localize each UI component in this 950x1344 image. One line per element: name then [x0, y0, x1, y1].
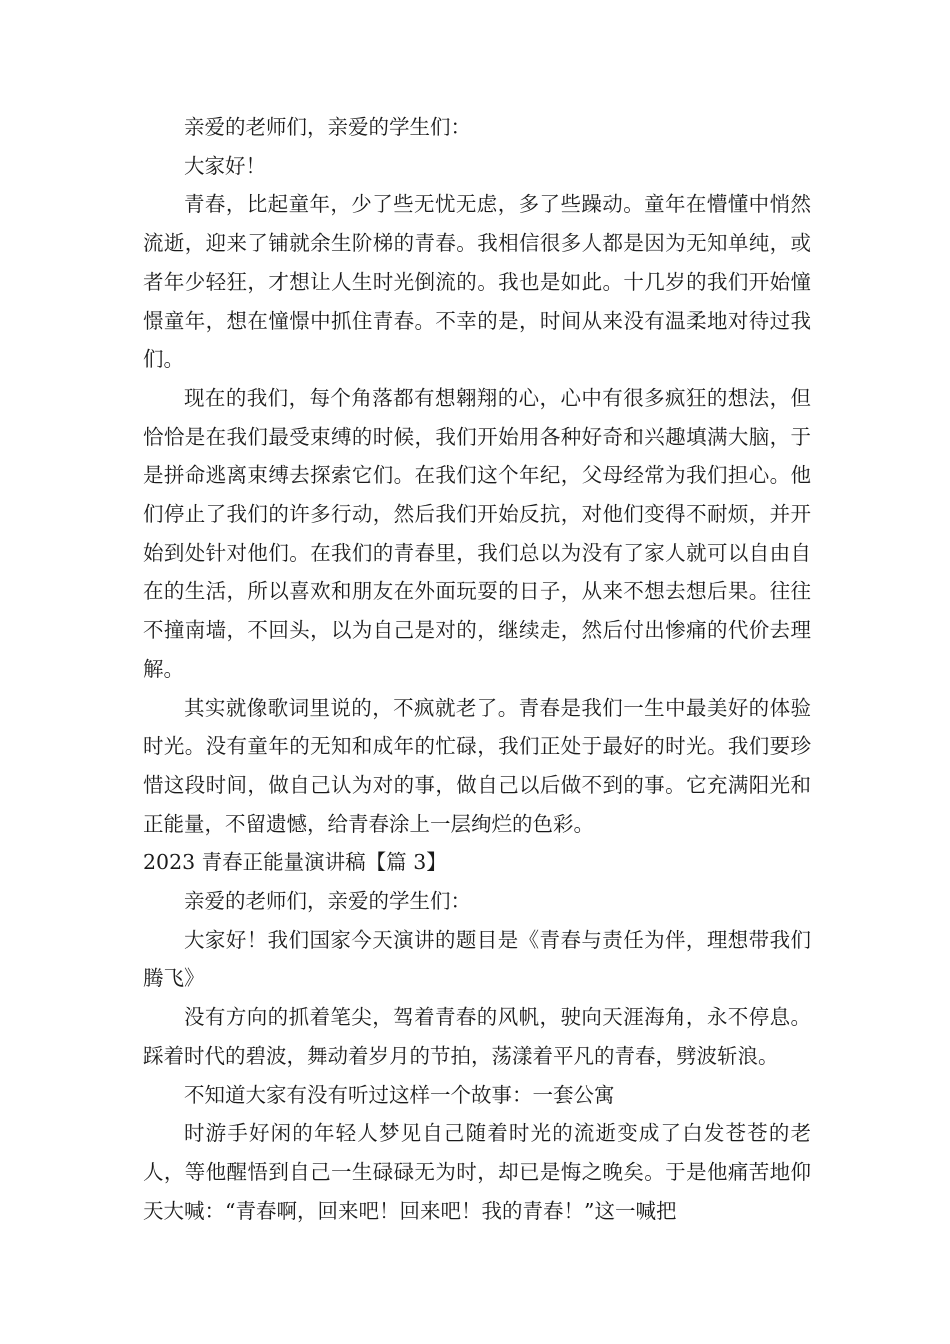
greeting: 大家好！ — [184, 153, 266, 178]
body-paragraph: 不知道大家有没有听过这样一个故事：一套公寓 — [184, 1082, 615, 1107]
body-paragraph: 时游手好闲的年轻人梦见自己随着时光的流逝变成了白发苍苍的老人，等他醒悟到自己一生碌碌无为时，却已是悔之晚矣。于是他痛苦地仰天大喊：“青春啊，回来吧！回来吧！我的青春！”这一喊把 — [143, 1121, 811, 1223]
document-body — [143, 108, 811, 1230]
body-paragraph: 现在的我们，每个角落都有想翱翔的心，心中有很多疯狂的想法，但恰恰是在我们最受束缚的时候，我们开始用各种好奇和兴趣填满大脑，于是拼命逃离束缚去探索它们。在我们这个年纪，父母经常为我们担心。他们停止了我们的许多行动，然后我们开始反抗，对他们变得不耐烦，并开始到处针对他们。在我们的青春里，我们总以为没有了家人就可以自由自在的生活，所以喜欢和朋友在外面玩耍的日子，从来不想去想后果。往往不撞南墙，不回头，以为自己是对的，继续走，然后付出惨痛的代价去理解。 — [143, 385, 811, 681]
salutation: 亲爱的老师们，亲爱的学生们： — [184, 889, 471, 914]
salutation: 亲爱的老师们，亲爱的学生们： — [184, 115, 471, 139]
speech-intro: 大家好！我们国家今天演讲的题目是《青春与责任为伴，理想带我们腾飞》 — [143, 927, 811, 991]
body-paragraph: 其实就像歌词里说的，不疯就老了。青春是我们一生中最美好的体验时光。没有童年的无知和成年的忙碌，我们正处于最好的时光。我们要珍惜这段时间，做自己认为对的事，做自己以后做不到的事。它充满阳光和正能量，不留遗憾，给青春涂上一层绚烂的色彩。 — [143, 695, 811, 836]
section-heading: 2023 青春正能量演讲稿【篇 3】 — [143, 850, 447, 875]
body-paragraph: 青春，比起童年，少了些无忧无虑，多了些躁动。童年在懵懂中悄然流逝，迎来了铺就余生阶梯的青春。我相信很多人都是因为无知单纯，或者年少轻狂，才想让人生时光倒流的。我也是如此。十几岁的我们开始憧憬童年，想在憧憬中抓住青春。不幸的是，时间从来没有温柔地对待过我们。 — [143, 192, 811, 372]
body-paragraph: 没有方向的抓着笔尖，驾着青春的风帆，驶向天涯海角，永不停息。踩着时代的碧波，舞动着岁月的节拍，荡漾着平凡的青春，劈波斩浪。 — [143, 1005, 811, 1068]
